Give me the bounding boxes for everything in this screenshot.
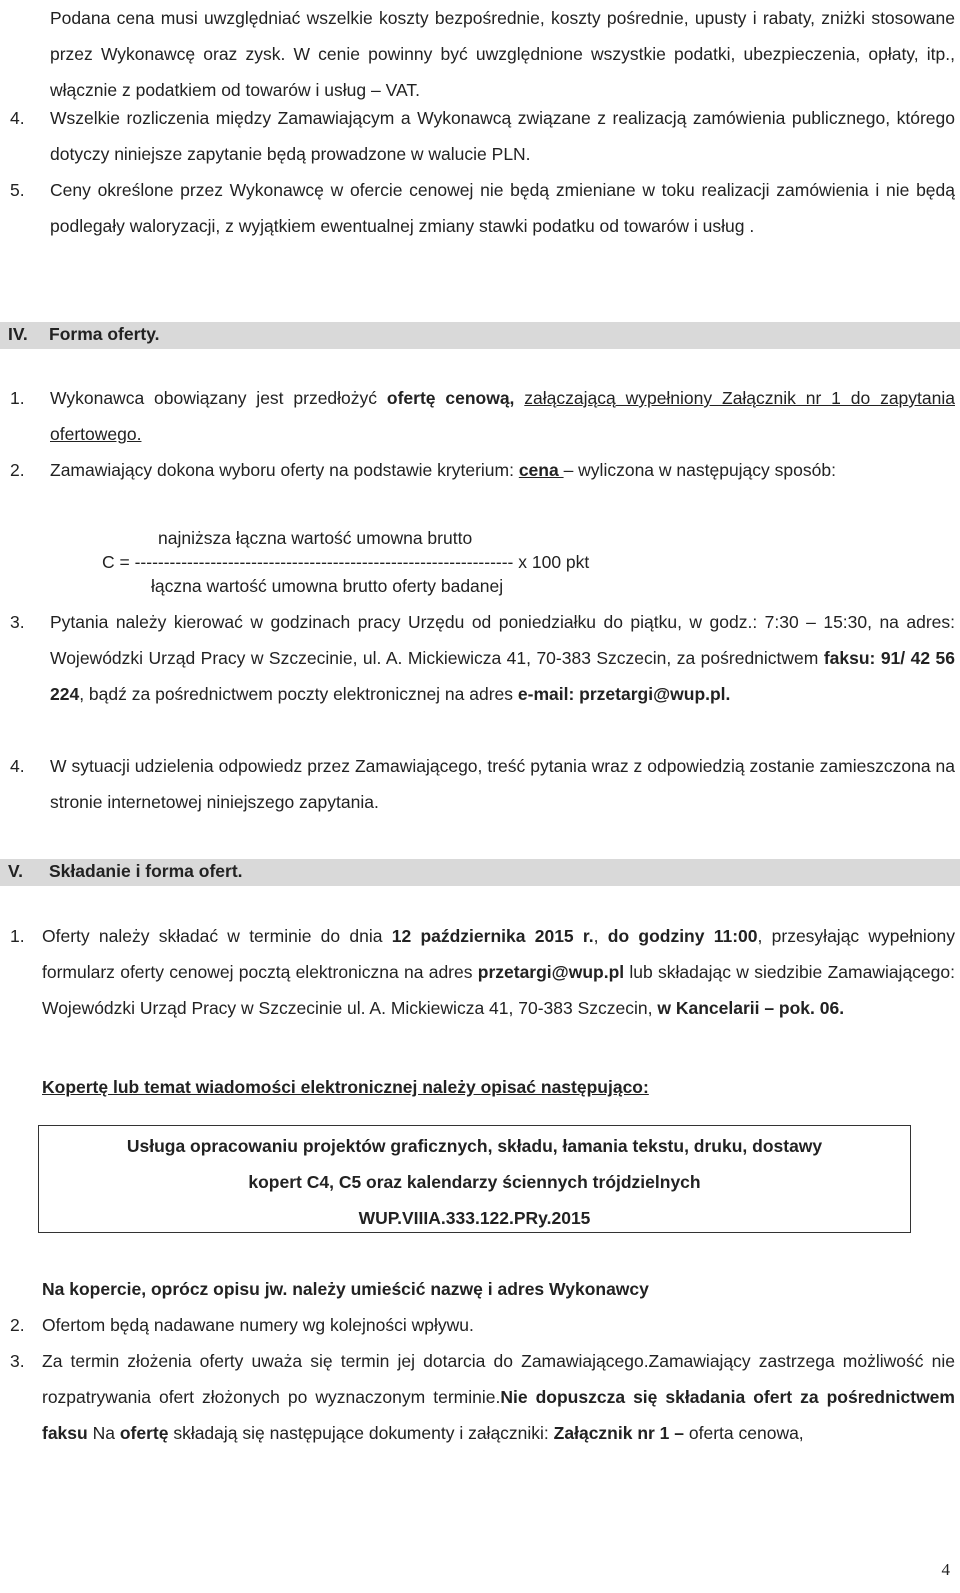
section-number: IV.	[8, 324, 28, 344]
section5-item-1	[10, 918, 955, 1026]
envelope-heading: Kopertę lub temat wiadomości elektronicznej należy opisać następująco:	[42, 1077, 649, 1097]
section4-item-1	[10, 380, 955, 452]
section4-item-2	[10, 452, 955, 488]
item-text: Ceny określone przez Wykonawcę w ofercie cenowej nie będą zmieniane w toku realizacji zamówienia i nie będą podlegały waloryzacji, z wyjątkiem ewentualnej zmiany stawki podatku od towarów i usług .	[50, 180, 955, 236]
item-number: 5.	[10, 180, 25, 200]
section5-item-2	[10, 1307, 955, 1343]
section4-item-4	[10, 748, 955, 820]
section-title: Forma oferty.	[49, 324, 160, 344]
item-text: Za termin złożenia oferty uważa się termin jej dotarcia do Zamawiającego.Zamawiający zastrzega możliwość nie rozpatrywania ofert złożonych po wyznaczonym terminie.Nie dopuszcza się składania ofert za pośrednictwem faksu Na ofertę składają się następujące dokumenty i załączniki: Załącznik nr 1 – oferta cenowa,	[42, 1351, 955, 1443]
section-heading-iv	[0, 322, 960, 349]
formula-denominator: łączna wartość umowna brutto oferty badanej	[151, 576, 504, 596]
intro-text: Podana cena musi uwzględniać wszelkie koszty bezpośrednie, koszty pośrednie, upusty i rabaty, zniżki stosowane przez Wykonawcę oraz zysk. W cenie powinny być uwzględnione wszystkie podatki, ubezpieczenia, opłaty, itp., włącznie z podatkiem od towarów i usług – VAT.	[50, 8, 955, 100]
box-line-3: WUP.VIIIA.333.122.PRy.2015	[358, 1208, 591, 1228]
envelope-note: Na kopercie, oprócz opisu jw. należy umieścić nazwę i adres Wykonawcy	[42, 1279, 649, 1299]
envelope-label-box	[38, 1125, 911, 1233]
item-number: 4.	[10, 108, 25, 128]
item-number: 4.	[10, 756, 25, 776]
formula-numerator: najniższa łączna wartość umowna brutto	[158, 528, 473, 548]
section3-item-4	[10, 100, 955, 172]
section-title: Składanie i forma ofert.	[49, 861, 243, 881]
box-line-2: kopert C4, C5 oraz kalendarzy ściennych trójdzielnych	[248, 1172, 701, 1192]
item-text: W sytuacji udzielenia odpowiedz przez Zamawiającego, treść pytania wraz z odpowiedzią zostanie zamieszczona na stronie internetowej niniejszego zapytania.	[50, 756, 955, 812]
item-number: 2.	[10, 460, 25, 480]
item-text: Wykonawca obowiązany jest przedłożyć ofertę cenową, załączającą wypełniony Załącznik nr 1 do zapytania ofertowego.	[50, 388, 955, 444]
item-number: 1.	[10, 388, 25, 408]
item-number: 2.	[10, 1315, 25, 1335]
item-number: 1.	[10, 926, 25, 946]
item-text: Ofertom będą nadawane numery wg kolejności wpływu.	[42, 1315, 474, 1335]
section4-item-3	[10, 604, 955, 712]
box-line-1: Usługa opracowaniu projektów graficznych, składu, łamania tekstu, druku, dostawy	[126, 1136, 823, 1156]
item-text: Pytania należy kierować w godzinach pracy Urzędu od poniedziałku do piątku, w godz.: 7:30 – 15:30, na adres: Wojewódzki Urząd Pracy w Szczecinie, ul. A. Mickiewicza 41, 70-383 Szczecin, za pośrednictwem faksu: 91/ 42 56 224, bądź za pośrednictwem poczty elektronicznej na adres e-mail: przetargi@wup.pl.	[50, 612, 955, 704]
item-text: Zamawiający dokona wyboru oferty na podstawie kryterium: cena – wyliczona w następujący sposób:	[50, 460, 836, 480]
formula-line: C = ----------------------------------------------------------------- x 100 pkt	[102, 552, 590, 572]
item-text: Oferty należy składać w terminie do dnia 12 października 2015 r., do godziny 11:00, przesyłając wypełniony formularz oferty cenowej pocztą elektroniczna na adres przetargi@wup.pl lub składając w siedzibie Zamawiającego: Wojewódzki Urząd Pracy w Szczecinie ul. A. Mickiewicza 41, 70-383 Szczecin, w Kancelarii – pok. 06.	[42, 926, 955, 1018]
section-number: V.	[8, 861, 23, 881]
item-number: 3.	[10, 1351, 25, 1371]
section3-item-5	[10, 172, 955, 244]
section5-item-3	[10, 1343, 955, 1451]
item-text: Wszelkie rozliczenia między Zamawiającym a Wykonawcą związane z realizacją zamówienia publicznego, którego dotyczy niniejsze zapytanie będą prowadzone w walucie PLN.	[50, 108, 955, 164]
page-number: 4	[941, 1560, 950, 1579]
section-heading-v	[0, 859, 960, 886]
item-number: 3.	[10, 612, 25, 632]
intro-paragraph	[50, 0, 955, 108]
